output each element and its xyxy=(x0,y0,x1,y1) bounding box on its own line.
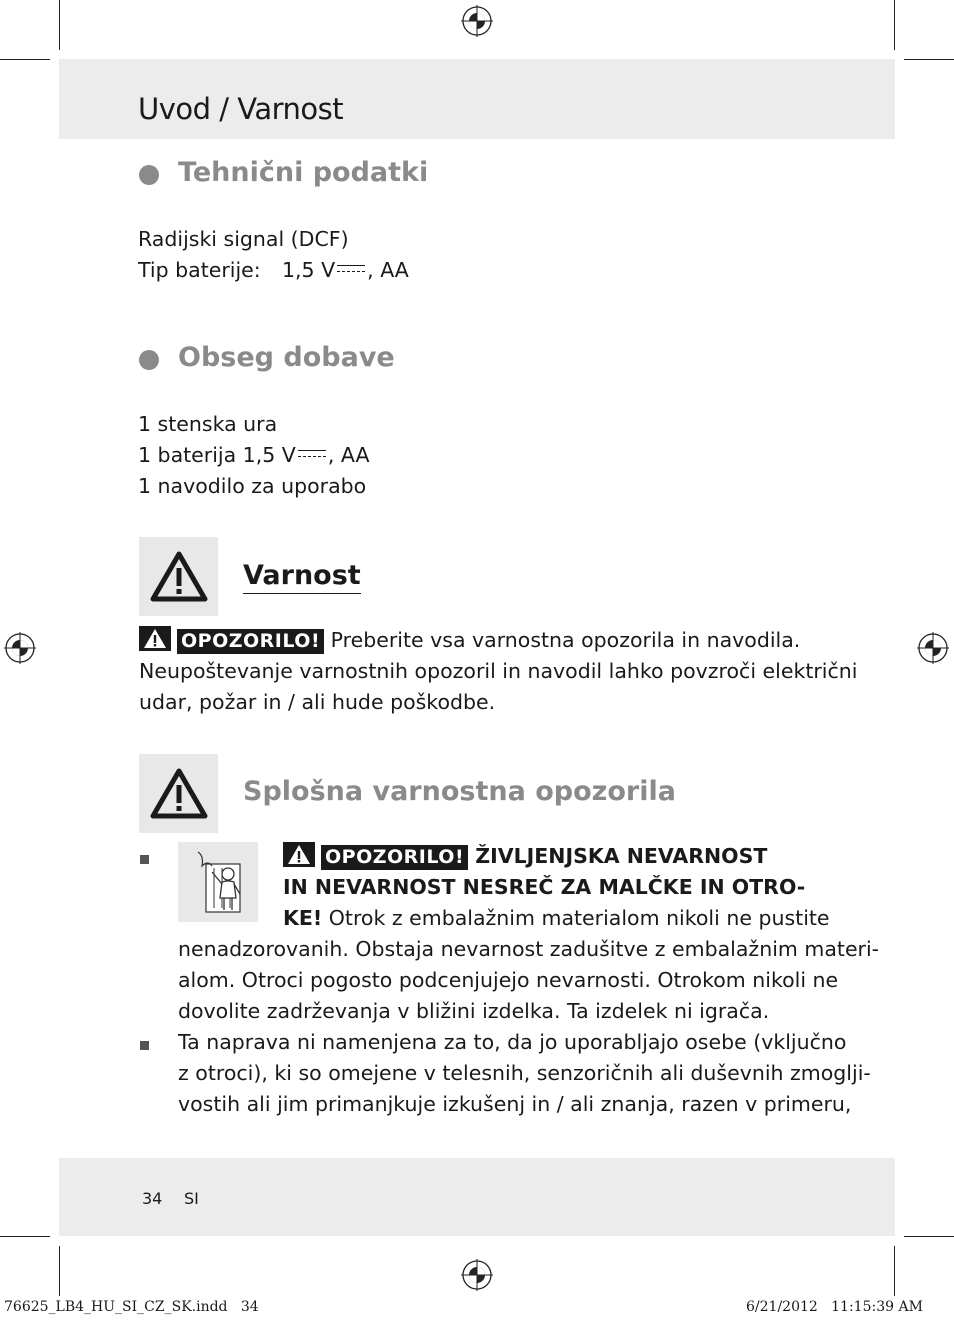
dc-symbol-icon xyxy=(337,265,365,275)
bullet-1-line-6: dovolite zadrževanja v bližini izdelka. Ta izdelek ni igrača. xyxy=(178,999,770,1023)
bullet-1-line-3 xyxy=(283,903,830,934)
bullet-2-line-1: Ta naprava ni namenjena za to, da jo uporabljajo osebe (vključno xyxy=(178,1030,847,1054)
safety-line-1 xyxy=(139,625,800,656)
dc-symbol-icon xyxy=(298,450,326,460)
warning-sign-box xyxy=(139,754,218,833)
warning-badge-icon xyxy=(139,626,171,651)
page-title: Uvod / Varnost xyxy=(138,92,344,126)
scope-item-2-text: 1 baterija 1,5 V xyxy=(138,443,296,467)
scope-item-3: 1 navodilo za uporabo xyxy=(138,474,367,498)
registration-mark-icon xyxy=(917,632,949,664)
section-bullet-icon xyxy=(139,165,159,185)
list-bullet-icon xyxy=(140,1041,149,1050)
battery-size: , AA xyxy=(367,258,409,282)
warning-badge-label: OPOZORILO! xyxy=(321,845,468,870)
crop-mark xyxy=(59,0,60,50)
battery-type-label: Tip baterije: xyxy=(138,258,261,282)
bullet-1-line-2: IN NEVARNOST NESREČ ZA MALČKE IN OTRO- xyxy=(283,875,806,899)
slug-timestamp: 6/21/2012 11:15:39 AM xyxy=(746,1299,923,1315)
safety-heading: Varnost xyxy=(243,560,361,594)
crop-mark xyxy=(894,0,895,50)
general-safety-heading: Splošna varnostna opozorila xyxy=(243,776,676,807)
battery-voltage: 1,5 V xyxy=(282,258,336,282)
page-number: 34 xyxy=(142,1189,163,1208)
registration-mark-icon xyxy=(461,5,493,37)
registration-mark-icon xyxy=(4,632,36,664)
crop-mark xyxy=(904,59,954,60)
crop-mark xyxy=(0,1236,50,1237)
warning-badge-icon xyxy=(283,842,315,867)
language-code: SI xyxy=(184,1189,199,1208)
scope-item-2-size: , AA xyxy=(327,443,370,467)
warning-sign-box xyxy=(139,537,218,616)
bullet-1-text-3: Otrok z embalažnim materialom nikoli ne pustite xyxy=(322,906,830,930)
child-hazard-icon xyxy=(178,842,258,922)
tech-line-2 xyxy=(138,255,409,286)
tech-heading: Tehnični podatki xyxy=(178,157,429,188)
bullet-1-bold-1: ŽIVLJENJSKA NEVARNOST xyxy=(468,844,768,868)
registration-mark-icon xyxy=(461,1259,493,1291)
bullet-2-line-3: vostih ali jim primanjkuje izkušenj in / ali znanja, razen v primeru, xyxy=(178,1092,852,1116)
bullet-1-line-4: nenadzorovanih. Obstaja nevarnost zadušitve z embalažnim materi- xyxy=(178,937,880,961)
warning-badge-label: OPOZORILO! xyxy=(177,629,324,654)
bullet-1-line-1 xyxy=(283,841,767,872)
bullet-1-bold-3: KE! xyxy=(283,906,323,930)
safety-line-3: udar, požar in / ali hude poškodbe. xyxy=(139,690,496,714)
slug-filename: 76625_LB4_HU_SI_CZ_SK.indd 34 xyxy=(4,1299,259,1315)
scope-item-2 xyxy=(138,440,369,471)
crop-mark xyxy=(894,1246,895,1296)
bullet-2-line-2: z otroci), ki so omejene v telesnih, senzoričnih ali duševnih zmoglji- xyxy=(178,1061,871,1085)
section-bullet-icon xyxy=(139,350,159,370)
warning-triangle-icon xyxy=(150,768,208,820)
crop-mark xyxy=(904,1236,954,1237)
crop-mark xyxy=(0,59,50,60)
tech-line-1: Radijski signal (DCF) xyxy=(138,227,349,251)
bullet-1-line-5: alom. Otroci pogosto podcenjujejo nevarnosti. Otrokom nikoli ne xyxy=(178,968,839,992)
list-bullet-icon xyxy=(140,855,149,864)
safety-text-1: Preberite vsa varnostna opozorila in navodila. xyxy=(324,628,801,652)
warning-triangle-icon xyxy=(150,551,208,603)
crop-mark xyxy=(59,1246,60,1296)
safety-line-2: Neupoštevanje varnostnih opozoril in navodil lahko povzroči električni xyxy=(139,659,858,683)
scope-item-1: 1 stenska ura xyxy=(138,412,278,436)
scope-heading: Obseg dobave xyxy=(178,342,395,373)
